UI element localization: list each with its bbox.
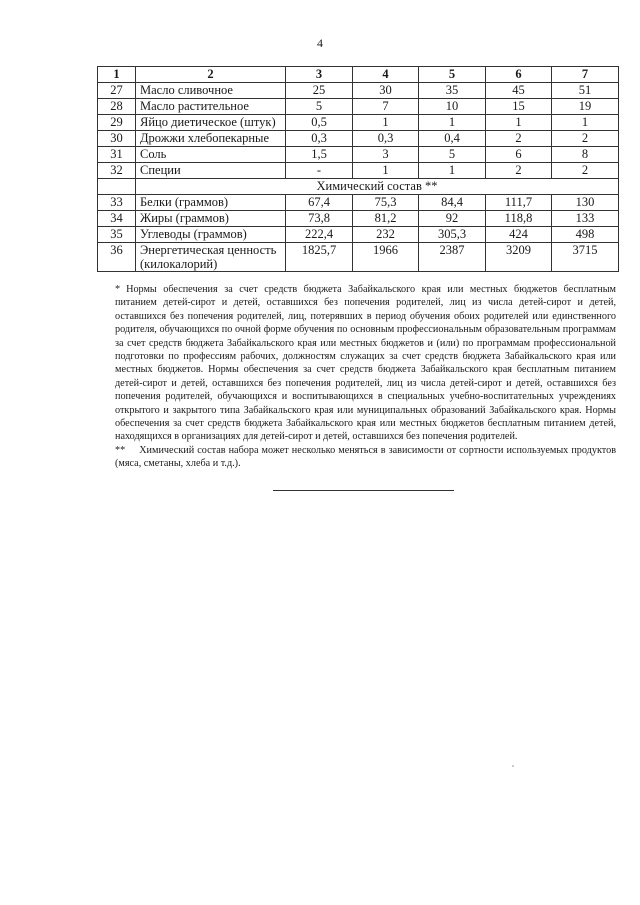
value-cell: - <box>286 163 353 179</box>
header-cell: 5 <box>419 67 486 83</box>
value-cell: 10 <box>419 99 486 115</box>
footnote-1-mark: * <box>115 284 121 295</box>
value-cell: 92 <box>419 211 486 227</box>
value-cell: 2 <box>486 163 552 179</box>
value-cell: 1 <box>419 163 486 179</box>
value-cell: 0,3 <box>286 131 353 147</box>
table-row <box>98 115 619 131</box>
table-row <box>98 99 619 115</box>
value-cell: 1,5 <box>286 147 353 163</box>
value-cell: 6 <box>486 147 552 163</box>
product-name: Яйцо диетическое (штук) <box>136 115 286 131</box>
value-cell: 67,4 <box>286 195 353 211</box>
value-cell: 1966 <box>353 243 419 272</box>
table-row <box>98 131 619 147</box>
nutrient-name: Жиры (граммов) <box>136 211 286 227</box>
nutrient-name: Энергетическая ценность (килокалорий) <box>136 243 286 272</box>
row-number: 30 <box>98 131 136 147</box>
header-cell: 1 <box>98 67 136 83</box>
value-cell: 232 <box>353 227 419 243</box>
table-row <box>98 163 619 179</box>
value-cell: 35 <box>419 83 486 99</box>
value-cell: 3715 <box>552 243 619 272</box>
header-cell: 7 <box>552 67 619 83</box>
product-name: Дрожжи хлебопекарные <box>136 131 286 147</box>
value-cell: 1 <box>353 115 419 131</box>
value-cell: 30 <box>353 83 419 99</box>
value-cell: 1 <box>419 115 486 131</box>
row-number: 32 <box>98 163 136 179</box>
value-cell: 498 <box>552 227 619 243</box>
row-number: 27 <box>98 83 136 99</box>
row-number: 35 <box>98 227 136 243</box>
row-number: 34 <box>98 211 136 227</box>
value-cell: 0,4 <box>419 131 486 147</box>
page-number: 4 <box>317 36 323 50</box>
value-cell: 5 <box>286 99 353 115</box>
row-number: 29 <box>98 115 136 131</box>
table-row <box>98 147 619 163</box>
closing-divider <box>273 490 454 491</box>
value-cell: 5 <box>419 147 486 163</box>
value-cell: 25 <box>286 83 353 99</box>
value-cell: 8 <box>552 147 619 163</box>
value-cell: 51 <box>552 83 619 99</box>
value-cell: 75,3 <box>353 195 419 211</box>
section-spacer-cell <box>98 179 136 195</box>
value-cell: 222,4 <box>286 227 353 243</box>
footnote-1-text: Нормы обеспечения за счет средств бюджета Забайкальского края или местных бюджетов бесплатным питанием детей-сирот и детей, оставшихся без попечения родителей, лиц из числа детей-сирот и детей, оставшихся без попечения родителей, лиц, потерявших в период обучения обоих родителей или единственного родителя, обучающихся по очной форме обучения по основным профессиональным образовательным программам за счет средств бюджета Забайкальского края или местных бюджетов и (или) по программам профессиональной подготовки по профессиям рабочих, должностям служащих за счет средств бюджета Забайкальского края или местных бюджетов. Нормы обеспечения за счет средств бюджета Забайкальского края бесплатным питанием детей-сирот и детей, оставшихся без попечения родителей, лиц из числа детей-сирот и детей, оставшихся без попечения родителей, обучающихся и воспитывающихся в специальных учебно-воспитательных учреждениях открытого и закрытого типа Забайкальского края или муниципальных образований Забайкальского края. Нормы обеспечения за счет средств бюджета Забайкальского края или местных бюджетов бесплатным питанием детей, находящихся в организациях для детей-сирот и детей, оставшихся без попечения родителей. <box>115 284 616 443</box>
value-cell: 2 <box>552 163 619 179</box>
table-row <box>98 211 619 227</box>
value-cell: 2 <box>486 131 552 147</box>
product-name: Масло растительное <box>136 99 286 115</box>
product-name: Соль <box>136 147 286 163</box>
product-name: Специи <box>136 163 286 179</box>
footnote-1 <box>115 283 616 444</box>
value-cell: 2 <box>552 131 619 147</box>
value-cell: 133 <box>552 211 619 227</box>
value-cell: 0,3 <box>353 131 419 147</box>
table-row <box>98 243 619 272</box>
value-cell: 118,8 <box>486 211 552 227</box>
value-cell: 2387 <box>419 243 486 272</box>
row-number: 31 <box>98 147 136 163</box>
footnotes <box>115 283 616 471</box>
section-title: Химический состав ** <box>136 179 619 195</box>
table-row <box>98 195 619 211</box>
value-cell: 73,8 <box>286 211 353 227</box>
nutrient-name: Углеводы (граммов) <box>136 227 286 243</box>
table-row <box>98 83 619 99</box>
value-cell: 3209 <box>486 243 552 272</box>
value-cell: 1 <box>552 115 619 131</box>
value-cell: 424 <box>486 227 552 243</box>
row-number: 36 <box>98 243 136 272</box>
section-row <box>98 179 619 195</box>
table-header-row <box>98 67 619 83</box>
row-number: 33 <box>98 195 136 211</box>
value-cell: 305,3 <box>419 227 486 243</box>
value-cell: 1 <box>353 163 419 179</box>
row-number: 28 <box>98 99 136 115</box>
value-cell: 15 <box>486 99 552 115</box>
value-cell: 0,5 <box>286 115 353 131</box>
header-cell: 6 <box>486 67 552 83</box>
footnote-2 <box>115 444 616 471</box>
header-cell: 3 <box>286 67 353 83</box>
footnote-2-text: Химический состав набора может несколько меняться в зависимости от сортности используемых продуктов (мяса, сметаны, хлеба и т.д.). <box>115 444 616 470</box>
footnote-2-mark: ** <box>115 444 126 456</box>
value-cell: 1 <box>486 115 552 131</box>
value-cell: 84,4 <box>419 195 486 211</box>
header-cell: 4 <box>353 67 419 83</box>
value-cell: 19 <box>552 99 619 115</box>
scan-speck <box>512 765 514 767</box>
nutrition-norms-table <box>97 66 619 272</box>
value-cell: 7 <box>353 99 419 115</box>
header-cell: 2 <box>136 67 286 83</box>
nutrient-name: Белки (граммов) <box>136 195 286 211</box>
value-cell: 3 <box>353 147 419 163</box>
value-cell: 81,2 <box>353 211 419 227</box>
value-cell: 111,7 <box>486 195 552 211</box>
product-name: Масло сливочное <box>136 83 286 99</box>
table-row <box>98 227 619 243</box>
value-cell: 130 <box>552 195 619 211</box>
value-cell: 45 <box>486 83 552 99</box>
value-cell: 1825,7 <box>286 243 353 272</box>
